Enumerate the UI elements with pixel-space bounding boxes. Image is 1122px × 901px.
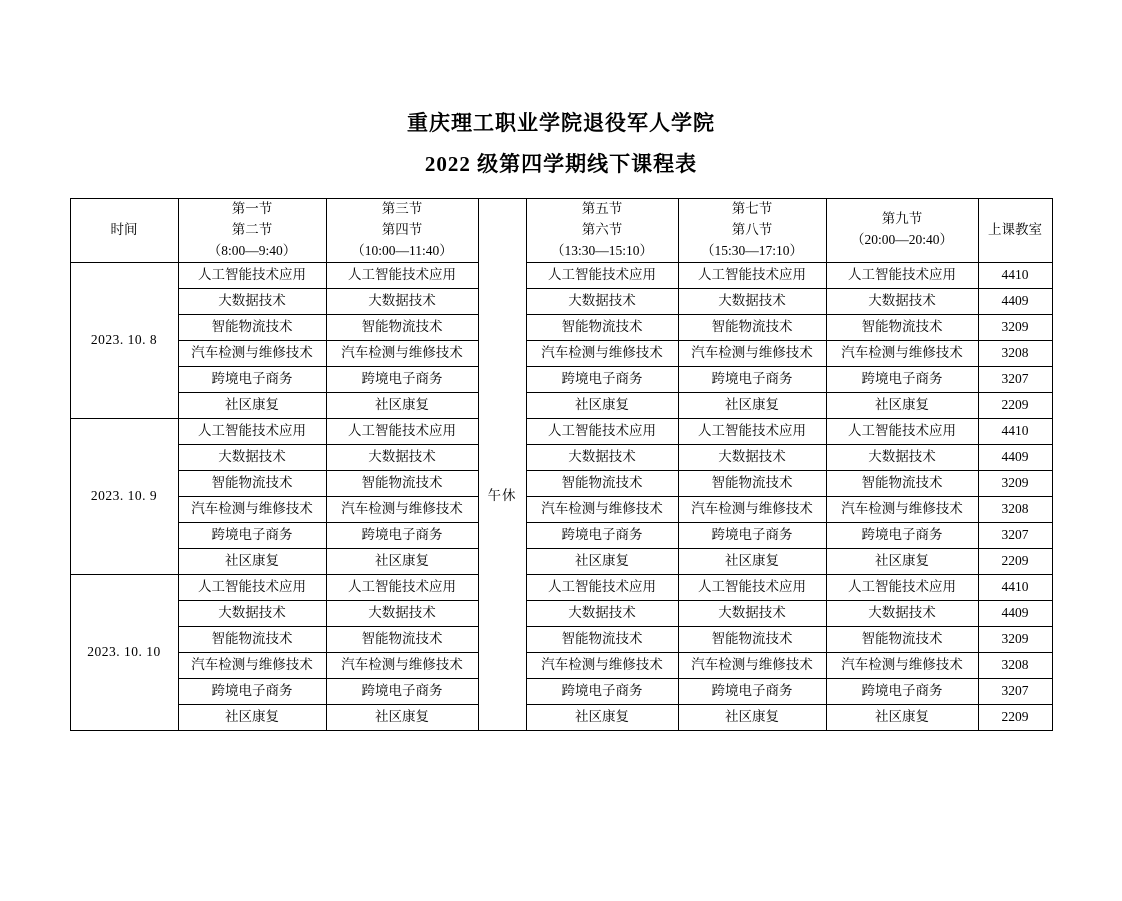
course-cell: 大数据技术: [826, 444, 978, 470]
table-row: [70, 314, 1052, 340]
course-cell: 大数据技术: [526, 288, 678, 314]
room-cell: 3209: [978, 470, 1052, 496]
course-cell: 人工智能技术应用: [326, 574, 478, 600]
course-cell: 人工智能技术应用: [826, 418, 978, 444]
page-title: 重庆理工职业学院退役军人学院: [407, 111, 715, 135]
room-cell: 3207: [978, 522, 1052, 548]
course-cell: 智能物流技术: [526, 314, 678, 340]
course-cell: 社区康复: [526, 392, 678, 418]
course-cell: 社区康复: [678, 704, 826, 730]
table-row: [70, 548, 1052, 574]
course-cell: 智能物流技术: [826, 470, 978, 496]
course-cell: 跨境电子商务: [178, 366, 326, 392]
course-cell: 人工智能技术应用: [526, 574, 678, 600]
table-row: [70, 678, 1052, 704]
table-row: [70, 262, 1052, 288]
course-cell: 社区康复: [178, 392, 326, 418]
course-cell: 人工智能技术应用: [178, 262, 326, 288]
course-cell: 大数据技术: [178, 444, 326, 470]
course-cell: 智能物流技术: [826, 314, 978, 340]
course-cell: 社区康复: [326, 704, 478, 730]
course-cell: 跨境电子商务: [526, 522, 678, 548]
course-cell: 汽车检测与维修技术: [678, 340, 826, 366]
course-cell: 智能物流技术: [178, 626, 326, 652]
room-cell: 3209: [978, 314, 1052, 340]
header-period-3: 第五节 第六节 （13:30—15:10）: [526, 199, 678, 263]
course-cell: 跨境电子商务: [826, 366, 978, 392]
schedule-body: [70, 262, 1052, 730]
course-cell: 汽车检测与维修技术: [826, 340, 978, 366]
course-cell: 智能物流技术: [526, 626, 678, 652]
course-cell: 社区康复: [526, 548, 678, 574]
header-period-5: 第九节 （20:00—20:40）: [826, 199, 978, 263]
course-cell: 汽车检测与维修技术: [178, 340, 326, 366]
course-cell: 跨境电子商务: [178, 678, 326, 704]
room-cell: 4410: [978, 418, 1052, 444]
course-cell: 大数据技术: [178, 288, 326, 314]
row-date: 2023. 10. 8: [70, 262, 178, 418]
course-cell: 社区康复: [826, 704, 978, 730]
table-row: [70, 418, 1052, 444]
table-row: [70, 496, 1052, 522]
course-cell: 智能物流技术: [178, 470, 326, 496]
course-cell: 人工智能技术应用: [826, 262, 978, 288]
course-cell: 跨境电子商务: [178, 522, 326, 548]
course-cell: 社区康复: [826, 392, 978, 418]
row-date: 2023. 10. 9: [70, 418, 178, 574]
course-cell: 大数据技术: [826, 600, 978, 626]
course-cell: 汽车检测与维修技术: [826, 652, 978, 678]
course-cell: 人工智能技术应用: [678, 574, 826, 600]
table-row: [70, 392, 1052, 418]
course-cell: 大数据技术: [526, 600, 678, 626]
header-period-1: 第一节 第二节 （8:00—9:40）: [178, 199, 326, 263]
course-cell: 汽车检测与维修技术: [526, 496, 678, 522]
course-cell: 社区康复: [178, 704, 326, 730]
room-cell: 3208: [978, 496, 1052, 522]
course-cell: 人工智能技术应用: [826, 574, 978, 600]
course-cell: 跨境电子商务: [326, 678, 478, 704]
course-cell: 汽车检测与维修技术: [178, 652, 326, 678]
course-cell: 社区康复: [826, 548, 978, 574]
course-cell: 汽车检测与维修技术: [678, 496, 826, 522]
room-cell: 2209: [978, 704, 1052, 730]
course-cell: 智能物流技术: [826, 626, 978, 652]
course-cell: 跨境电子商务: [326, 522, 478, 548]
table-row: [70, 470, 1052, 496]
course-cell: 智能物流技术: [678, 470, 826, 496]
course-cell: 大数据技术: [678, 600, 826, 626]
room-cell: 2209: [978, 548, 1052, 574]
course-cell: 跨境电子商务: [526, 366, 678, 392]
course-cell: 智能物流技术: [326, 626, 478, 652]
course-cell: 大数据技术: [526, 444, 678, 470]
room-cell: 2209: [978, 392, 1052, 418]
room-cell: 3208: [978, 652, 1052, 678]
course-cell: 汽车检测与维修技术: [678, 652, 826, 678]
course-cell: 大数据技术: [178, 600, 326, 626]
course-cell: 大数据技术: [678, 288, 826, 314]
course-cell: 社区康复: [326, 548, 478, 574]
course-cell: 汽车检测与维修技术: [326, 340, 478, 366]
course-cell: 大数据技术: [326, 444, 478, 470]
course-cell: 大数据技术: [326, 600, 478, 626]
header-period-4: 第七节 第八节 （15:30—17:10）: [678, 199, 826, 263]
course-cell: 人工智能技术应用: [178, 574, 326, 600]
course-cell: 智能物流技术: [678, 626, 826, 652]
course-cell: 人工智能技术应用: [678, 418, 826, 444]
lunch-break-cell: 午休: [478, 262, 526, 730]
course-cell: 跨境电子商务: [526, 678, 678, 704]
header-room: 上课教室: [978, 199, 1052, 263]
room-cell: 3209: [978, 626, 1052, 652]
course-cell: 智能物流技术: [326, 470, 478, 496]
row-date: 2023. 10. 10: [70, 574, 178, 730]
course-cell: 跨境电子商务: [826, 678, 978, 704]
course-cell: 人工智能技术应用: [326, 262, 478, 288]
table-row: [70, 626, 1052, 652]
course-cell: 跨境电子商务: [326, 366, 478, 392]
table-header-row: [70, 199, 1052, 263]
table-row: [70, 704, 1052, 730]
course-cell: 智能物流技术: [326, 314, 478, 340]
header-period-2: 第三节 第四节 （10:00—11:40）: [326, 199, 478, 263]
table-row: [70, 340, 1052, 366]
course-cell: 大数据技术: [678, 444, 826, 470]
course-cell: 人工智能技术应用: [678, 262, 826, 288]
room-cell: 3207: [978, 366, 1052, 392]
table-row: [70, 652, 1052, 678]
course-cell: 社区康复: [678, 548, 826, 574]
course-cell: 社区康复: [178, 548, 326, 574]
room-cell: 3208: [978, 340, 1052, 366]
course-cell: 人工智能技术应用: [326, 418, 478, 444]
course-cell: 智能物流技术: [678, 314, 826, 340]
course-cell: 人工智能技术应用: [178, 418, 326, 444]
table-row: [70, 444, 1052, 470]
table-row: [70, 288, 1052, 314]
header-time: 时间: [70, 199, 178, 263]
course-cell: 社区康复: [326, 392, 478, 418]
course-cell: 大数据技术: [826, 288, 978, 314]
course-cell: 人工智能技术应用: [526, 418, 678, 444]
course-cell: 汽车检测与维修技术: [178, 496, 326, 522]
room-cell: 4410: [978, 262, 1052, 288]
course-cell: 智能物流技术: [178, 314, 326, 340]
document-page: [0, 108, 1122, 901]
course-cell: 汽车检测与维修技术: [326, 652, 478, 678]
course-cell: 社区康复: [526, 704, 678, 730]
room-cell: 4409: [978, 288, 1052, 314]
document-title-block: [0, 108, 1122, 180]
course-cell: 社区康复: [678, 392, 826, 418]
course-cell: 跨境电子商务: [826, 522, 978, 548]
room-cell: 4409: [978, 444, 1052, 470]
table-row: [70, 366, 1052, 392]
course-cell: 跨境电子商务: [678, 678, 826, 704]
room-cell: 3207: [978, 678, 1052, 704]
course-cell: 大数据技术: [326, 288, 478, 314]
table-row: [70, 574, 1052, 600]
course-cell: 汽车检测与维修技术: [826, 496, 978, 522]
course-cell: 汽车检测与维修技术: [326, 496, 478, 522]
schedule-table: [70, 198, 1053, 731]
course-cell: 跨境电子商务: [678, 522, 826, 548]
room-cell: 4410: [978, 574, 1052, 600]
table-row: [70, 522, 1052, 548]
course-cell: 人工智能技术应用: [526, 262, 678, 288]
header-lunch-spacer: [478, 199, 526, 263]
page-subtitle: 2022 级第四学期线下课程表: [424, 151, 698, 176]
course-cell: 跨境电子商务: [678, 366, 826, 392]
room-cell: 4409: [978, 600, 1052, 626]
table-row: [70, 600, 1052, 626]
course-cell: 智能物流技术: [526, 470, 678, 496]
course-cell: 汽车检测与维修技术: [526, 340, 678, 366]
course-cell: 汽车检测与维修技术: [526, 652, 678, 678]
